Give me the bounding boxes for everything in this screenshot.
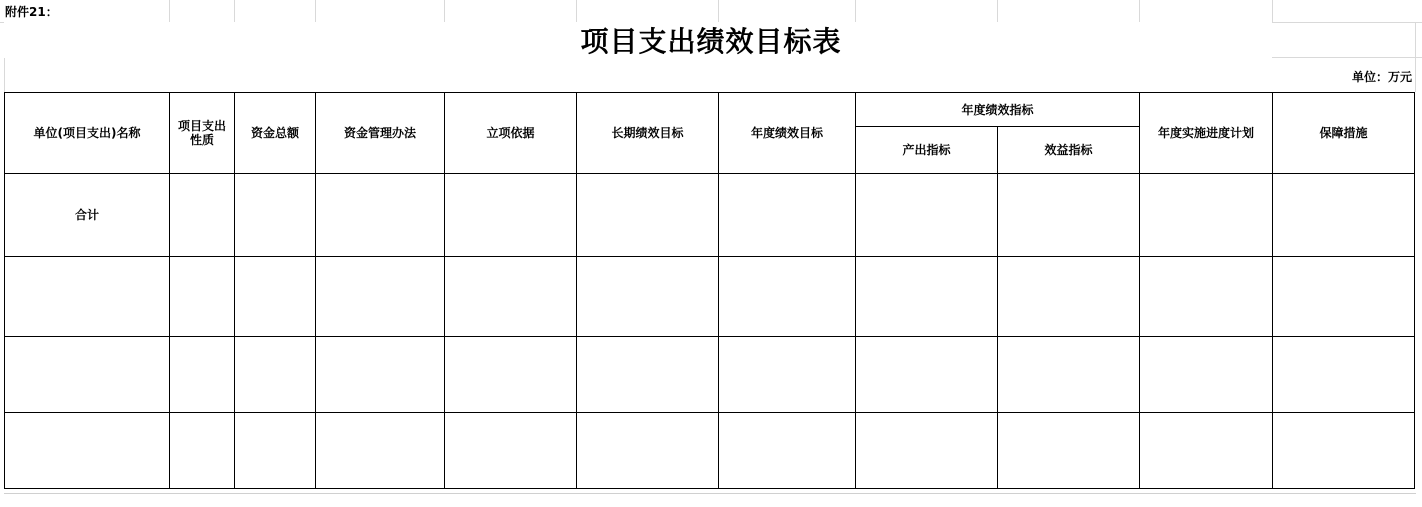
performance-target-table [4, 92, 1415, 489]
table-cell[interactable] [577, 413, 719, 489]
table-cell[interactable] [316, 174, 445, 257]
table-cell[interactable] [445, 413, 577, 489]
header-output-indicator: 产出指标 [856, 127, 998, 174]
table-cell[interactable] [577, 174, 719, 257]
header-row-1 [5, 93, 1415, 127]
header-benefit-indicator: 效益指标 [998, 127, 1140, 174]
row-name-cell[interactable] [5, 257, 170, 337]
table-cell[interactable] [445, 337, 577, 413]
header-long-term-goal: 长期绩效目标 [577, 93, 719, 174]
table-cell[interactable] [170, 257, 235, 337]
table-cell[interactable] [235, 413, 316, 489]
header-nature-line2: 性质 [189, 133, 214, 147]
table-cell[interactable] [1273, 174, 1415, 257]
header-annual-goal: 年度绩效目标 [719, 93, 856, 174]
table-cell[interactable] [719, 257, 856, 337]
table-cell[interactable] [235, 337, 316, 413]
row-name-cell[interactable]: 合计 [5, 174, 170, 257]
table-cell[interactable] [719, 337, 856, 413]
attachment-label: 附件21： [5, 5, 58, 19]
table-cell[interactable] [856, 413, 998, 489]
table-cell[interactable] [998, 257, 1140, 337]
table-cell[interactable] [577, 337, 719, 413]
table-cell[interactable] [1140, 257, 1273, 337]
header-total-funds: 资金总额 [235, 93, 316, 174]
sheet-gridline [4, 493, 1416, 494]
table-cell[interactable] [316, 337, 445, 413]
table-cell[interactable] [719, 174, 856, 257]
header-annual-indicators: 年度绩效指标 [856, 93, 1140, 127]
table-cell[interactable] [1140, 337, 1273, 413]
header-fund-management: 资金管理办法 [316, 93, 445, 174]
header-progress-plan: 年度实施进度计划 [1140, 93, 1273, 174]
table-cell[interactable] [1140, 413, 1273, 489]
table-row [5, 257, 1415, 337]
unit-label: 单位：万元 [1351, 70, 1412, 84]
header-nature-line1: 项目支出 [177, 119, 226, 133]
table-cell[interactable] [998, 413, 1140, 489]
header-expense-nature [170, 93, 235, 174]
page-title: 项目支出绩效目标表 [580, 25, 842, 58]
table-cell[interactable] [577, 257, 719, 337]
table-cell[interactable] [1140, 174, 1273, 257]
table-cell[interactable] [998, 174, 1140, 257]
header-unit-name: 单位(项目支出)名称 [5, 93, 170, 174]
table-row [5, 337, 1415, 413]
header-project-basis: 立项依据 [445, 93, 577, 174]
table-cell[interactable] [856, 337, 998, 413]
table-cell[interactable] [1273, 337, 1415, 413]
table-cell[interactable] [1273, 257, 1415, 337]
table-cell[interactable] [316, 257, 445, 337]
table-cell[interactable] [998, 337, 1140, 413]
table-cell[interactable] [235, 257, 316, 337]
table-cell[interactable] [719, 413, 856, 489]
table-cell[interactable] [1273, 413, 1415, 489]
header-safeguards: 保障措施 [1273, 93, 1415, 174]
table-cell[interactable] [235, 174, 316, 257]
table-cell[interactable] [856, 257, 998, 337]
table-row [5, 413, 1415, 489]
table-row [5, 174, 1415, 257]
row-name-cell[interactable] [5, 337, 170, 413]
table-cell[interactable] [170, 337, 235, 413]
table-cell[interactable] [170, 174, 235, 257]
table-cell[interactable] [445, 174, 577, 257]
row-name-cell[interactable] [5, 413, 170, 489]
table-cell[interactable] [856, 174, 998, 257]
table-cell[interactable] [445, 257, 577, 337]
table-cell[interactable] [316, 413, 445, 489]
table-cell[interactable] [170, 413, 235, 489]
